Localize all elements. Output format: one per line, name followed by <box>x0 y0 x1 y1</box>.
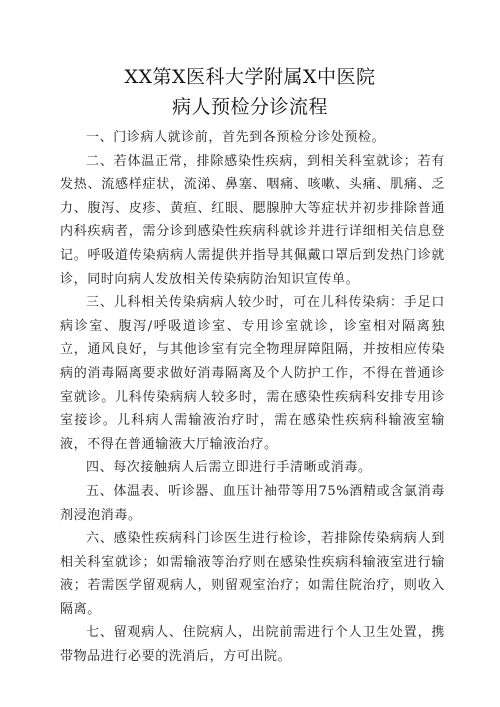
document-body <box>60 126 445 669</box>
paragraph-step-4: 四、每次接触病人后需立即进行手清晰或消毒。 <box>86 460 372 476</box>
paragraph-step-2: 二、若体温正常，排除感染性疾病，到相关科室就诊；若有发热、流感样症状，流涕、鼻塞、咽痛、咳嗽、头痛、肌痛、乏力、腹泻、皮疹、黄疸、红眼、腮腺肿大等症状并初步排除普通内科疾病者，需分诊到感染性疾病科就诊并进行详细相关信息登记。呼吸道传染病病人需提供并指导其佩戴口罩后到发热门诊就诊，同时向病人发放相关传染病防治知识宣传单。 <box>60 153 445 287</box>
document-title-procedure: 病人预检分诊流程 <box>171 96 328 118</box>
paragraph-step-3: 三、儿科相关传染病病人较少时，可在儿科传染病：手足口病诊室、腹泻/呼吸道诊室、专用诊室就诊，诊室相对隔离独立，通风良好，与其他诊室有完全物理屏障阻隔，并按相应传染病的消毒隔离要求做好消毒隔离及个人防护工作，不得在普通诊室就诊。儿科传染病病人较多时，需在感染性疾病科安排专用诊室接诊。儿科病人需输液治疗时，需在感染性疾病科输液室输液，不得在普通输液大厅输液治疗。 <box>60 295 445 452</box>
paragraph-step-7: 七、留观病人、住院病人，出院前需进行个人卫生处置，携带物品进行必要的洗消后，方可出院。 <box>60 625 445 665</box>
paragraph-step-6: 六、感染性疾病科门诊医生进行检诊，若排除传染病病人到相关科室就诊；如需输液等治疗则在感染性疾病科输液室进行输液；若需医学留观病人，则留观室治疗；如需住院治疗，则收入隔离。 <box>60 531 445 617</box>
paragraph-step-1: 一、门诊病人就诊前，首先到各预检分诊处预检。 <box>86 130 386 145</box>
paragraph-step-5: 五、体温表、听诊器、血压计袖带等用75%酒精或含氯消毒剂浸泡消毒。 <box>60 483 445 523</box>
document-title-hospital: XX第X医科大学附属X中医院 <box>124 66 376 88</box>
